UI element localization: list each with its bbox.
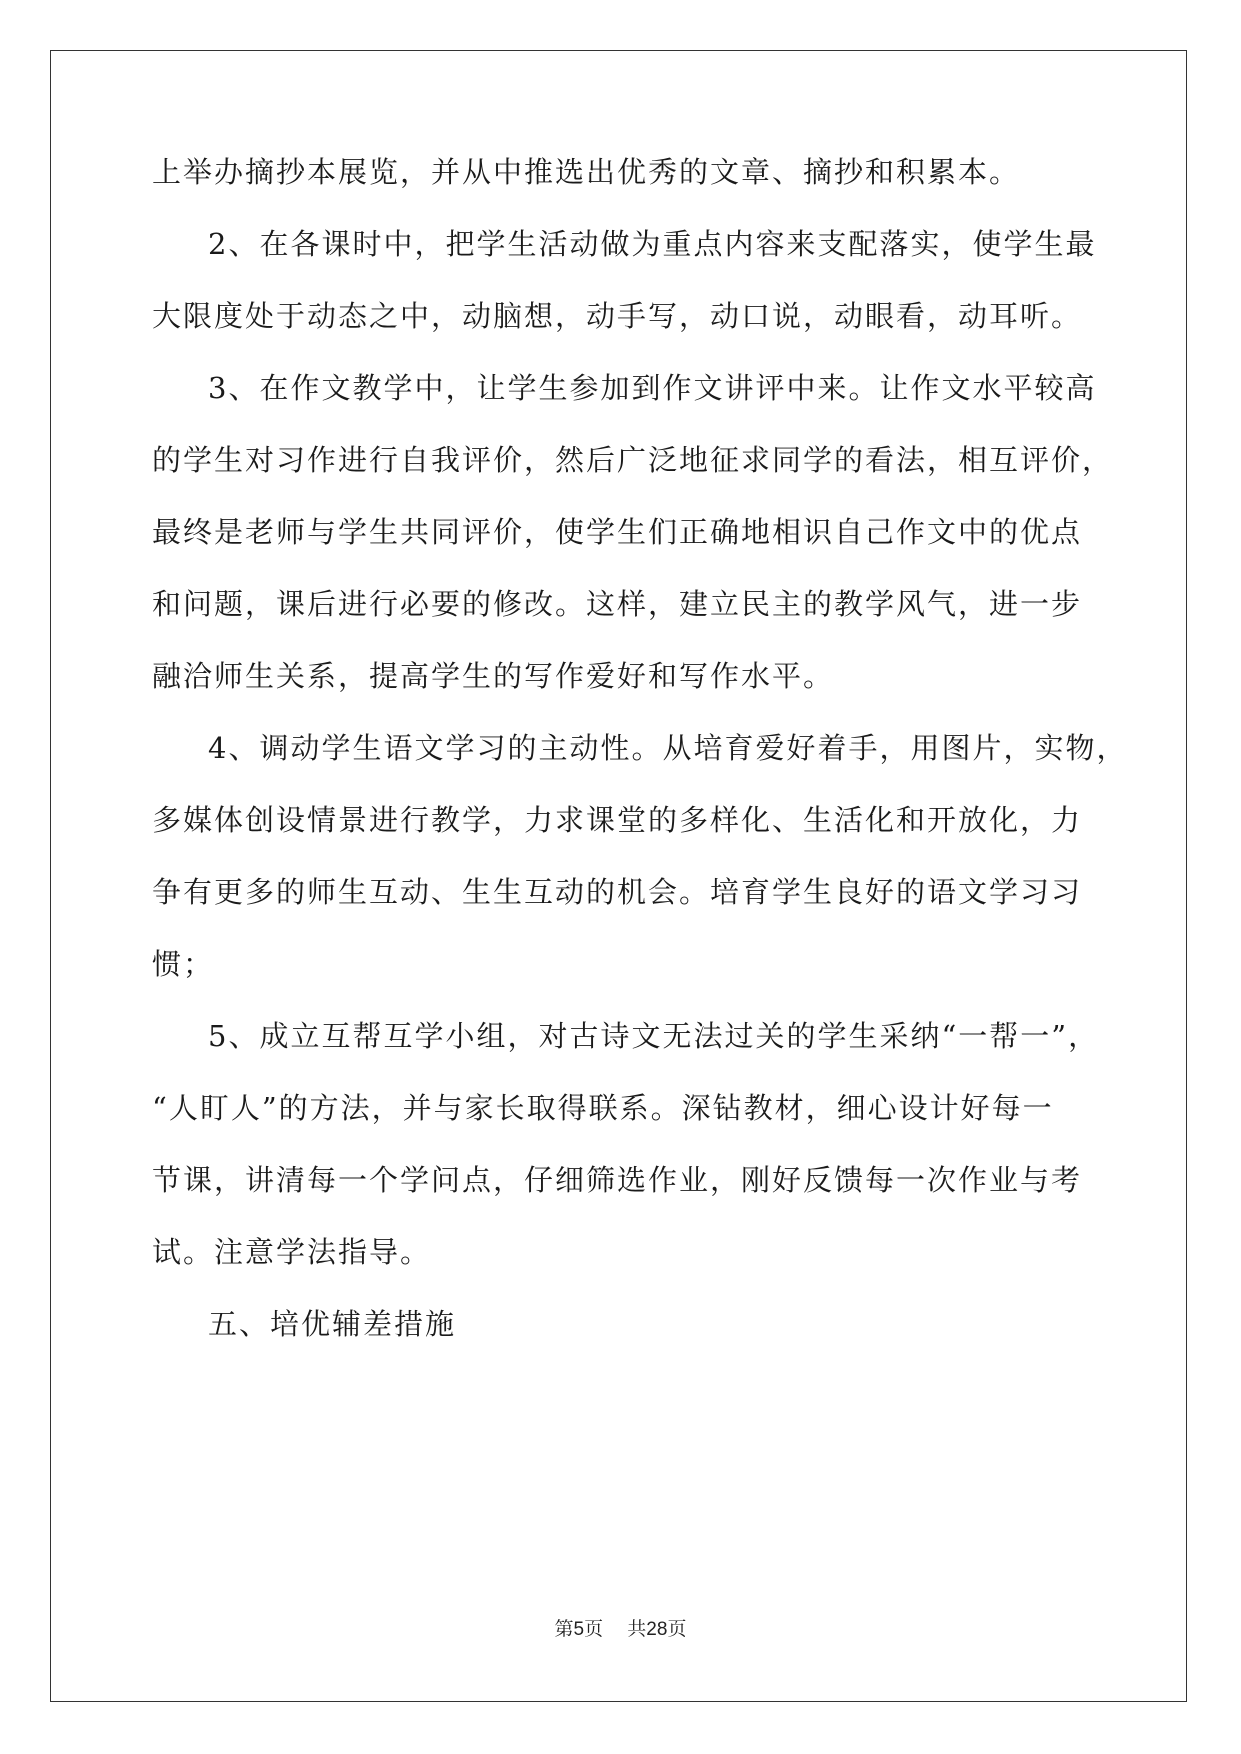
footer-suffix: 页 bbox=[667, 1618, 687, 1640]
text-line: 2、在各课时中，把学生活动做为重点内容来支配落实，使学生最 bbox=[208, 227, 1097, 261]
text-line: 惯； bbox=[152, 947, 215, 981]
text-line: 多媒体创设情景进行教学，力求课堂的多样化、生活化和开放化，力 bbox=[152, 803, 1083, 837]
text-line: 上举办摘抄本展览，并从中推选出优秀的文章、摘抄和积累本。 bbox=[152, 155, 1021, 189]
page-footer bbox=[0, 1614, 1241, 1641]
text-line: 的学生对习作进行自我评价，然后广泛地征求同学的看法，相互评价， bbox=[152, 443, 1114, 477]
footer-mid: 页 共 bbox=[584, 1618, 647, 1640]
text-line: “人盯人”的方法，并与家长取得联系。深钻教材，细心设计好每一 bbox=[152, 1091, 1054, 1125]
section-heading: 五、培优辅差措施 bbox=[208, 1307, 457, 1341]
page-number: 5 bbox=[573, 1619, 585, 1640]
text-line: 争有更多的师生互动、生生互动的机会。培育学生良好的语文学习习 bbox=[152, 875, 1083, 909]
total-pages: 28 bbox=[646, 1619, 668, 1640]
text-line: 融洽师生关系，提高学生的写作爱好和写作水平。 bbox=[152, 659, 835, 693]
footer-prefix: 第 bbox=[554, 1618, 574, 1640]
text-line: 试。注意学法指导。 bbox=[152, 1235, 432, 1269]
text-line: 3、在作文教学中，让学生参加到作文讲评中来。让作文水平较高 bbox=[208, 371, 1097, 405]
text-line: 5、成立互帮互学小组，对古诗文无法过关的学生采纳“一帮一”， bbox=[208, 1019, 1100, 1053]
text-line: 最终是老师与学生共同评价，使学生们正确地相识自己作文中的优点 bbox=[152, 515, 1083, 549]
text-line: 节课，讲清每一个学问点，仔细筛选作业，刚好反馈每一次作业与考 bbox=[152, 1163, 1083, 1197]
text-line: 大限度处于动态之中，动脑想，动手写，动口说，动眼看，动耳听。 bbox=[152, 299, 1083, 333]
text-line: 4、调动学生语文学习的主动性。从培育爱好着手，用图片，实物， bbox=[208, 731, 1128, 765]
text-line: 和问题，课后进行必要的修改。这样，建立民主的教学风气，进一步 bbox=[152, 587, 1083, 621]
